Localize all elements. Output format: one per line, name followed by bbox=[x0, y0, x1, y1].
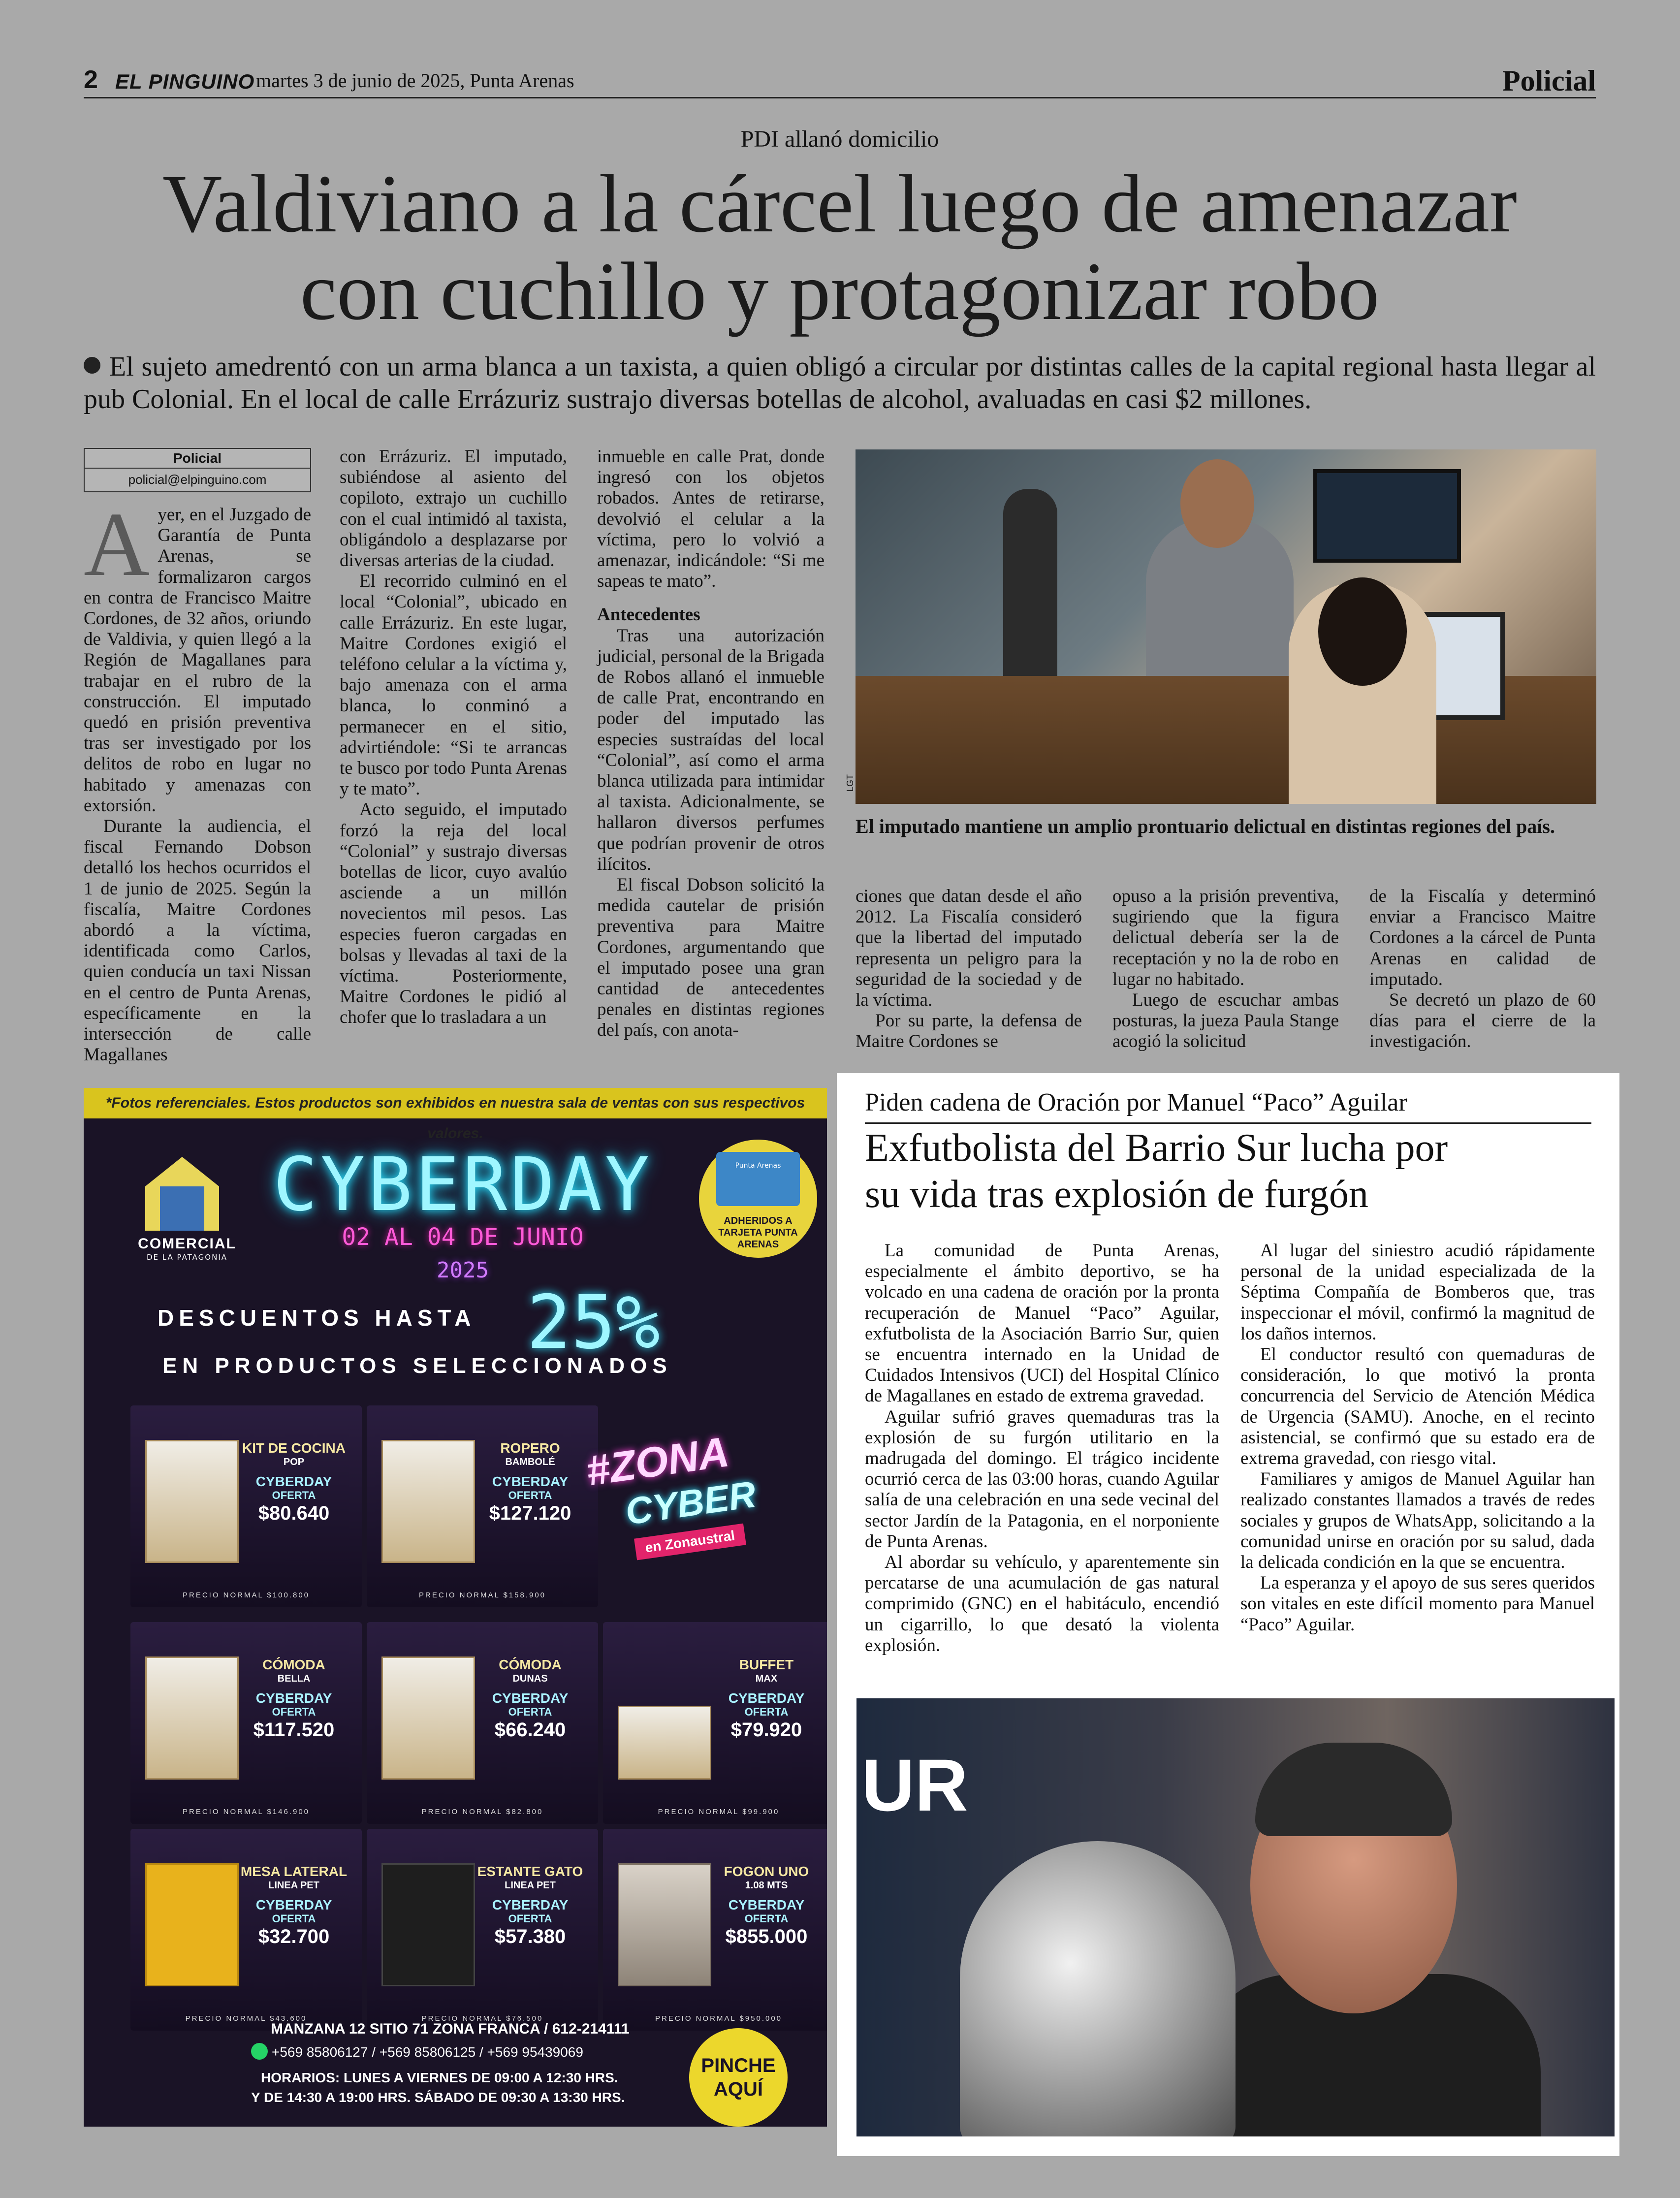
ad-year: 2025 bbox=[437, 1258, 489, 1283]
product-price: $79.920 bbox=[730, 1719, 802, 1741]
paragraph: El fiscal Dobson solicitó la medida cautelar de prisión preventiva para Maitre Cordones, argumentando que el imputado posee una gran cantidad de antecedentes penales en distintas regiones del país, con anota- bbox=[597, 875, 824, 1041]
article-column-6 bbox=[1369, 886, 1596, 1052]
store-subname: DE LA PATAGONIA bbox=[146, 1253, 228, 1262]
issue-date: martes 3 de junio de 2025, Punta Arenas bbox=[256, 69, 574, 92]
normal-price: PRECIO NORMAL $158.900 bbox=[418, 1591, 546, 1599]
product-price: $80.640 bbox=[258, 1502, 330, 1524]
article-column-1 bbox=[84, 494, 311, 1065]
dropcap: A bbox=[84, 494, 150, 595]
normal-price: PRECIO NORMAL $76.500 bbox=[421, 2014, 543, 2023]
pet-table-icon bbox=[145, 1863, 239, 1986]
paragraph: Tras una autorización judicial, personal de la Brigada de Robos allanó el inmueble de calle Prat, encontrando en poder del imputado las especies sustraídas del local “Colonial”, así como el arma blanca utilizada para intimidar al taxista. Adicionalmente, se hallaron diversos perfumes que podrían provenir de otros ilícitos. bbox=[597, 625, 824, 874]
product-price: $66.240 bbox=[494, 1719, 566, 1741]
article-headline bbox=[84, 160, 1596, 335]
paragraph: Al abordar su vehículo, y aparentemente sin percatarse de una acumulación de gas natural comprimido (GNC) en el habitáculo, encendió un cigarrillo, lo que desató la violenta explosión. bbox=[865, 1552, 1219, 1656]
article-column-5 bbox=[1112, 886, 1339, 1052]
product-card[interactable]: FOGON UNO 1.08 MTS CYBERDAY OFERTA $855.000 PRECIO NORMAL $950.000 bbox=[603, 1829, 827, 2031]
zona-cyber-sign: #ZONA CYBER en Zonaustral bbox=[576, 1403, 802, 1580]
normal-price: PRECIO NORMAL $99.900 bbox=[658, 1808, 780, 1816]
buffet-icon bbox=[618, 1706, 711, 1780]
paragraph: Acto seguido, el imputado forzó la reja del local “Colonial” y sustrajo diversas botellas de licor, cuyo avalúo asciende a un millón novecientos mil pesos. Las especies fueron cargadas en bolsas y llevadas al taxi de la víctima. Posteriormente, Maitre Cordones le pidió al chofer que lo trasladara a un bbox=[340, 799, 567, 1028]
paragraph: de la Fiscalía y determinó enviar a Francisco Maitre Cordones a la cárcel de Punta Arenas en calidad de imputado. bbox=[1369, 886, 1596, 989]
person-hair bbox=[1255, 1743, 1452, 1836]
paragraph: La comunidad de Punta Arenas, especialmente el ámbito deportivo, se ha volcado en una cadena de oración por la pronta recuperación de Manuel “Paco” Aguilar, exfutbolista de la Asociación Barrio Sur, quien se encuentra internado en la Unidad de Cuidados Intensivos (UCI) del Hospital Clínico de Magallanes en estado de extrema gravedad. bbox=[865, 1241, 1219, 1406]
dresser-icon bbox=[381, 1656, 475, 1780]
paragraph: ciones que datan desde el año 2012. La Fiscalía consideró que la libertad del imputado representa un peligro para la seguridad de la sociedad y de la víctima. bbox=[856, 886, 1082, 1011]
store-hours: Y DE 14:30 A 19:00 HRS. SÁBADO DE 09:30 A 13:30 HRS. bbox=[251, 2090, 625, 2105]
publication-logo[interactable]: EL PINGUINO bbox=[115, 70, 255, 93]
normal-price: PRECIO NORMAL $146.900 bbox=[182, 1808, 310, 1816]
product-price: $57.380 bbox=[494, 1926, 566, 1947]
byline-box bbox=[84, 448, 311, 492]
paragraph: Aguilar sufrió graves quemaduras tras la explosión de su furgón utilitario en la madrugada del domingo. El trágico incidente ocurrió cerca de las 03:00 horas, cuando Aguilar salía de una celebración en una sede vecinal del sector Jardín de la Patagonia, en el norponiente de Punta Arenas. bbox=[865, 1406, 1219, 1552]
ad-title: CYBERDAY bbox=[273, 1142, 653, 1228]
article-column-a bbox=[865, 1241, 1219, 1656]
paragraph: El conductor resultó con quemaduras de consideración, lo que motivó la pronta concurrencia del Servicio de Atención Médica de Urgencia (SAMU). Anoche, en el recinto asistencial, se confirmó que su estado era de extrema gravedad, con riesgo vital. bbox=[1240, 1344, 1595, 1469]
article-column-3 bbox=[597, 446, 824, 1041]
cyberday-advertisement[interactable] bbox=[84, 1088, 827, 2127]
trophy-icon bbox=[960, 1841, 1236, 2136]
article-column-b bbox=[1240, 1241, 1595, 1635]
product-card[interactable]: ESTANTE GATO LINEA PET CYBERDAY OFERTA $57.380 PRECIO NORMAL $76.500 bbox=[367, 1829, 598, 2031]
normal-price: PRECIO NORMAL $43.600 bbox=[185, 2014, 307, 2023]
lawyer-silhouette bbox=[1289, 582, 1436, 804]
dresser-icon bbox=[145, 1656, 239, 1780]
headline-line: su vida tras explosión de furgón bbox=[865, 1173, 1368, 1216]
grill-icon bbox=[618, 1863, 711, 1986]
article-lead bbox=[84, 350, 1596, 415]
normal-price: PRECIO NORMAL $100.800 bbox=[182, 1591, 310, 1599]
banner-letters: UR bbox=[861, 1744, 968, 1826]
paragraph: Durante la audiencia, el fiscal Fernando Dobson detalló los hechos ocurridos el 1 de junio de 2025. Según la fiscalía, Maitre Cordones abordó a la víctima, identificada como Carlos, quien conducía un taxi Nissan en el centro de Punta Arenas, específicamente en la intersección de calle Magallanes bbox=[84, 816, 311, 1065]
card-badge-text: ADHERIDOS A TARJETA PUNTA ARENAS bbox=[718, 1215, 798, 1250]
product-card[interactable]: BUFFET MAX CYBERDAY OFERTA $79.920 PRECIO NORMAL $99.900 bbox=[603, 1622, 827, 1824]
product-price: $117.520 bbox=[253, 1719, 335, 1741]
store-address: MANZANA 12 SITIO 71 ZONA FRANCA / 612-214111 bbox=[271, 2021, 630, 2037]
headline-line: Valdiviano a la cárcel luego de amenazar bbox=[162, 158, 1517, 250]
article-column-4 bbox=[856, 886, 1082, 1052]
page-number: 2 bbox=[84, 65, 98, 94]
bullet-icon bbox=[84, 357, 100, 374]
paragraph: Por su parte, la defensa de Maitre Cordones se bbox=[856, 1011, 1082, 1052]
headline-line: Exfutbolista del Barrio Sur lucha por bbox=[865, 1126, 1448, 1170]
product-price: $32.700 bbox=[258, 1926, 330, 1947]
whatsapp-icon bbox=[251, 2043, 268, 2060]
photo-caption: El imputado mantiene un amplio prontuario delictual en distintas regiones del país. bbox=[856, 815, 1555, 837]
store-hours: HORARIOS: LUNES A VIERNES DE 09:00 A 12:30 HRS. bbox=[261, 2070, 618, 2085]
divider bbox=[865, 1122, 1591, 1124]
subheading: Antecedentes bbox=[597, 605, 700, 625]
product-price: $855.000 bbox=[725, 1926, 808, 1947]
selected-products-label: EN PRODUCTOS SELECCIONADOS bbox=[162, 1354, 672, 1378]
article-headline bbox=[865, 1125, 1554, 1217]
product-price: $127.120 bbox=[489, 1502, 571, 1524]
article-kicker: PDI allanó domicilio bbox=[740, 126, 939, 152]
player-photo bbox=[856, 1698, 1615, 2136]
page-header bbox=[84, 64, 1596, 98]
product-card[interactable]: ROPERO BAMBOLÉ CYBERDAY OFERTA $127.120 PRECIO NORMAL $158.900 bbox=[367, 1405, 598, 1607]
paragraph: Ayer, en el Juzgado de Garantía de Punta Arenas, se formalizaron cargos en contra de Francisco Maitre Cordones, de 32 años, oriundo de Valdivia, y quien llegó a la Región de Magallanes para trabajar en el rubro de la construcción. El imputado quedó en prisión preventiva tras ser investigado por los delitos de robo en lugar no habitado y amenazas con extorsión. bbox=[84, 494, 311, 816]
normal-price: PRECIO NORMAL $950.000 bbox=[655, 2014, 783, 2023]
store-phones[interactable]: +569 85806127 / +569 85806125 / +569 95439069 bbox=[251, 2043, 583, 2060]
paragraph: opuso a la prisión preventiva, sugiriendo que la figura delictual debería ser la de receptación y no la de robo en lugar no habitado. bbox=[1112, 886, 1339, 989]
paragraph: Luego de escuchar ambas posturas, la jueza Paula Stange acogió la solicitud bbox=[1112, 990, 1339, 1052]
cat-shelf-icon bbox=[381, 1863, 475, 1986]
discount-value: 25% bbox=[527, 1280, 660, 1366]
kitchen-cabinet-icon bbox=[145, 1440, 239, 1563]
paragraph: La esperanza y el apoyo de sus seres queridos son vitales en este difícil momento para Manuel “Paco” Aguilar. bbox=[1240, 1573, 1595, 1635]
product-card[interactable]: MESA LATERAL LINEA PET CYBERDAY OFERTA $32.700 PRECIO NORMAL $43.600 bbox=[130, 1829, 362, 2031]
product-card[interactable]: KIT DE COCINA POP CYBERDAY OFERTA $80.640 PRECIO NORMAL $100.800 bbox=[130, 1405, 362, 1607]
headline-line: con cuchillo y protagonizar robo bbox=[300, 246, 1380, 337]
store-name: COMERCIAL bbox=[138, 1236, 236, 1252]
product-card[interactable]: CÓMODA BELLA CYBERDAY OFERTA $117.520 PRECIO NORMAL $146.900 bbox=[130, 1622, 362, 1824]
monitor-shape bbox=[1313, 469, 1461, 563]
article-kicker: Piden cadena de Oración por Manuel “Paco” Aguilar bbox=[865, 1088, 1407, 1116]
wardrobe-icon bbox=[381, 1440, 475, 1563]
secondary-article bbox=[837, 1073, 1619, 2156]
paragraph: El recorrido culminó en el local “Colonial”, ubicado en calle Errázuriz. En este lugar, Maitre Cordones exigió el teléfono celular a la víctima y, bajo amenaza con el arma blanca, lo conminó a permanecer en el sitio, advirtiéndole: “Si te arrancas te busco por todo Punta Arenas y te mato”. bbox=[340, 571, 567, 799]
paragraph: Familiares y amigos de Manuel Aguilar han realizado constantes llamados a través de redes sociales y grupos de WhatsApp, solicitando a la comunidad unirse en oración por su salud, dada la delicada condición en la que se encuentra. bbox=[1240, 1469, 1595, 1573]
ad-dates: 02 AL 04 DE JUNIO bbox=[342, 1223, 584, 1251]
paragraph: con Errázuriz. El imputado, subiéndose al asiento del copiloto, extrajo un cuchillo con el cual intimidó al taxista, obligándolo a desplazarse por diversas arterias de la ciudad. bbox=[340, 446, 567, 571]
photo-credit: LGT bbox=[845, 774, 856, 792]
ad-disclaimer: *Fotos referenciales. Estos productos son exhibidos en nuestra sala de ventas con sus respectivos valores. bbox=[84, 1088, 827, 1118]
discount-label: DESCUENTOS HASTA bbox=[158, 1305, 476, 1331]
paragraph: Al lugar del siniestro acudió rápidamente personal de la unidad especializada de la Séptima Compañía de Bomberos que, tras inspeccionar el móvil, confirmó la magnitud de los daños internos. bbox=[1240, 1241, 1595, 1344]
lead-text: El sujeto amedrentó con un arma blanca a un taxista, a quien obligó a circular por distintas calles de la capital regional hasta llegar al pub Colonial. En el local de calle Errázuriz sustrajo diversas botellas de alcohol, avaluadas en casi $2 millones. bbox=[84, 351, 1596, 414]
section-title: Policial bbox=[1502, 64, 1596, 97]
court-photo bbox=[856, 449, 1596, 804]
paragraph: inmueble en calle Prat, donde ingresó con los objetos robados. Antes de retirarse, devolvió el celular a la víctima, pero lo volvió a amenazar, indicándole: “Si me sapeas te mato”. bbox=[597, 446, 824, 592]
product-card[interactable]: CÓMODA DUNAS CYBERDAY OFERTA $66.240 PRECIO NORMAL $82.800 bbox=[367, 1622, 598, 1824]
click-here-button[interactable]: PINCHE AQUÍ bbox=[689, 2028, 788, 2127]
normal-price: PRECIO NORMAL $82.800 bbox=[421, 1808, 543, 1816]
paragraph: Se decretó un plazo de 60 días para el cierre de la investigación. bbox=[1369, 990, 1596, 1052]
article-column-2 bbox=[340, 446, 567, 1028]
credit-card-icon: Punta Arenas bbox=[716, 1152, 800, 1206]
byline-email[interactable]: policial@elpinguino.com bbox=[128, 472, 267, 487]
byline-section: Policial bbox=[85, 449, 310, 469]
